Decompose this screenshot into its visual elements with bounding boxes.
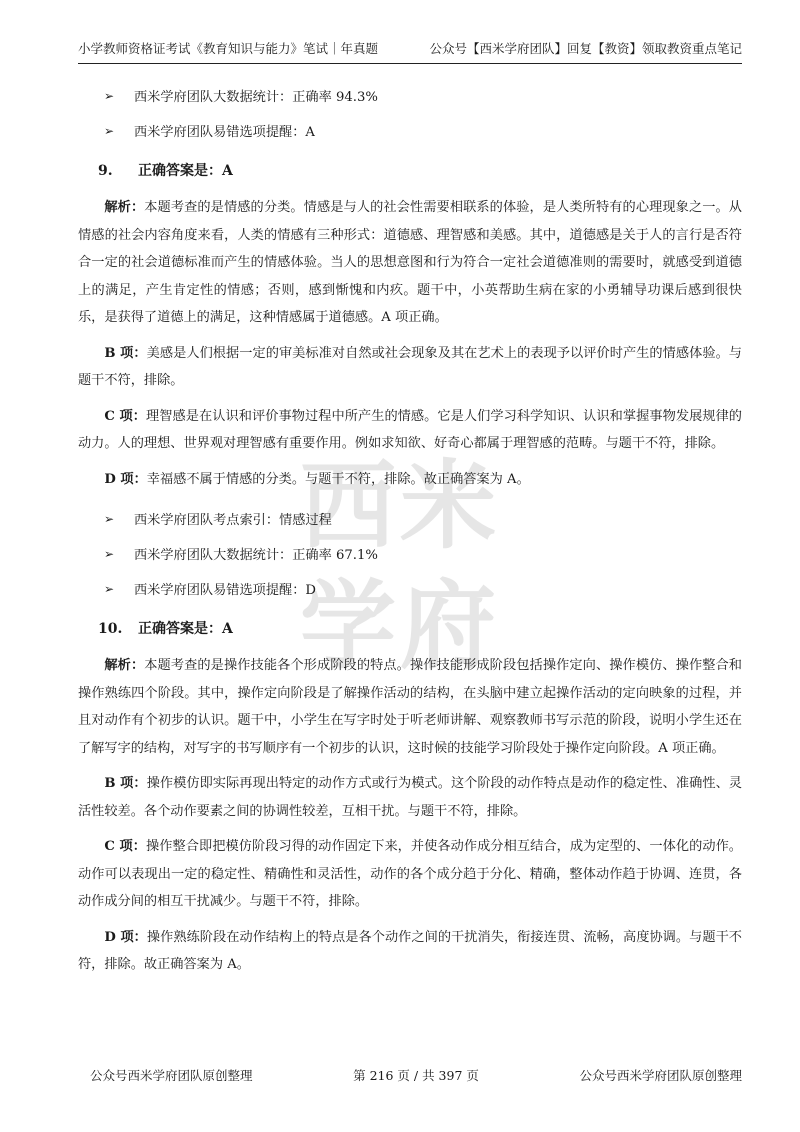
header-left-title: 小学教师资格证考试《教育知识与能力》笔试｜年真题	[78, 41, 379, 56]
watermark-char: 西	[300, 450, 396, 562]
arrow-bullet-icon: ➢	[104, 123, 115, 138]
question-number: 10.	[98, 621, 123, 637]
question-9-title	[98, 158, 742, 184]
correct-answer: 正确答案是：A	[138, 621, 233, 637]
footer-left: 公众号西米学府团队原创整理	[90, 1068, 253, 1083]
option-label: C 项：	[104, 408, 147, 424]
q10-analysis	[78, 652, 742, 762]
q9-analysis	[78, 194, 742, 332]
page-footer	[78, 1066, 742, 1084]
watermark-char: 米	[400, 450, 496, 562]
header-right-note: 公众号【西米学府团队】回复【教资】领取教资重点笔记	[429, 41, 742, 56]
option-text: 操作整合即把模仿阶段习得的动作固定下来，并使各动作成分相互结合，成为定型的、一体化的动作。动作可以表现出一定的稳定性、精确性和灵活性，动作的各个成分趋于分化、精确，整体动作趋于协调、连贯，各动作成分间的相互干扰减少。与题干不符，排除。	[78, 839, 742, 909]
option-label: B 项：	[104, 776, 147, 791]
option-text: 操作熟练阶段在动作结构上的特点是各个动作之间的干扰消失，衔接连贯、流畅，高度协调。与题干不符，排除。故正确答案为 A。	[78, 929, 742, 972]
bullet-item	[78, 571, 742, 606]
arrow-bullet-icon: ➢	[104, 546, 115, 561]
bullet-item	[78, 536, 742, 571]
page-header	[78, 34, 742, 64]
bullet-text: 西米学府团队考点索引：情感过程	[134, 513, 332, 528]
analysis-text: 本题考查的是操作技能各个形成阶段的特点。操作技能形成阶段包括操作定向、操作模仿、操作整合和操作熟练四个阶段。其中，操作定向阶段是了解操作活动的结构，在头脑中建立起操作活动的定向映象的过程，并且对动作有个初步的认识。题干中，小学生在写字时处于听老师讲解、观察教师书写示范的阶段，说明小学生还在了解写字的结构，对写字的书写顺序有一个初步的认识，这时候的技能学习阶段处于操作定向阶段。A 项正确。	[78, 658, 742, 756]
page-content	[78, 78, 742, 987]
watermark-char: 府	[400, 570, 496, 682]
analysis-text: 本题考查的是情感的分类。情感是与人的社会性需要相联系的体验，是人类所特有的心理现象之一。从情感的社会内容角度来看，人类的情感有三种形式：道德感、理智感和美感。其中，道德感是关于人的言行是否符合一定的社会道德标准而产生的情感体验。当人的思想意图和行为符合一定社会道德准则的需要时，就感受到道德上的满足，产生肯定性的情感；否则，感到惭愧和内疚。题干中，小英帮助生病在家的小勇辅导功课后感到很快乐，是获得了道德上的满足，这种情感属于道德感。A 项正确。	[78, 200, 742, 325]
question-number: 9.	[98, 163, 113, 179]
option-text: 理智感是在认识和评价事物过程中所产生的情感。它是人们学习科学知识、认识和掌握事物发展规律的动力。人的理想、世界观对理智感有重要作用。例如求知欲、好奇心都属于理智感的范畴。与题干不符，排除。	[78, 408, 742, 451]
q10-option-c	[78, 833, 742, 916]
q9-option-d	[78, 466, 742, 494]
analysis-label: 解析：	[104, 200, 145, 215]
q10-option-b	[78, 770, 742, 825]
bullet-item	[78, 113, 742, 148]
arrow-bullet-icon: ➢	[104, 581, 115, 596]
question-10-title	[98, 616, 742, 642]
watermark-char: 学	[300, 570, 396, 682]
analysis-label: 解析：	[104, 658, 145, 673]
correct-answer: 正确答案是：A	[138, 163, 233, 179]
q10-option-d	[78, 924, 742, 979]
q9-option-c	[78, 403, 742, 458]
option-label: D 项：	[104, 471, 147, 487]
bullet-item	[78, 78, 742, 113]
option-label: D 项：	[104, 929, 147, 945]
page-number: 第 216 页 / 共 397 页	[353, 1068, 479, 1083]
option-label: C 项：	[104, 839, 147, 854]
bullet-text: 西米学府团队大数据统计：正确率 67.1%	[134, 548, 378, 563]
bullet-item	[78, 501, 742, 536]
option-text: 幸福感不属于情感的分类。与题干不符，排除。故正确答案为 A。	[146, 471, 530, 487]
option-label: B 项：	[104, 345, 147, 361]
q9-option-b	[78, 340, 742, 395]
arrow-bullet-icon: ➢	[104, 88, 115, 103]
arrow-bullet-icon: ➢	[104, 511, 115, 526]
bullet-text: 西米学府团队大数据统计：正确率 94.3%	[134, 90, 378, 105]
bullet-text: 西米学府团队易错选项提醒：A	[134, 125, 315, 140]
option-text: 操作模仿即实际再现出特定的动作方式或行为模式。这个阶段的动作特点是动作的稳定性、准确性、灵活性较差。各个动作要素之间的协调性较差，互相干扰。与题干不符，排除。	[78, 776, 742, 819]
option-text: 美感是人们根据一定的审美标准对自然或社会现象及其在艺术上的表现予以评价时产生的情感体验。与题干不符，排除。	[78, 345, 742, 388]
bullet-text: 西米学府团队易错选项提醒：D	[134, 583, 317, 598]
footer-right: 公众号西米学府团队原创整理	[579, 1068, 742, 1083]
